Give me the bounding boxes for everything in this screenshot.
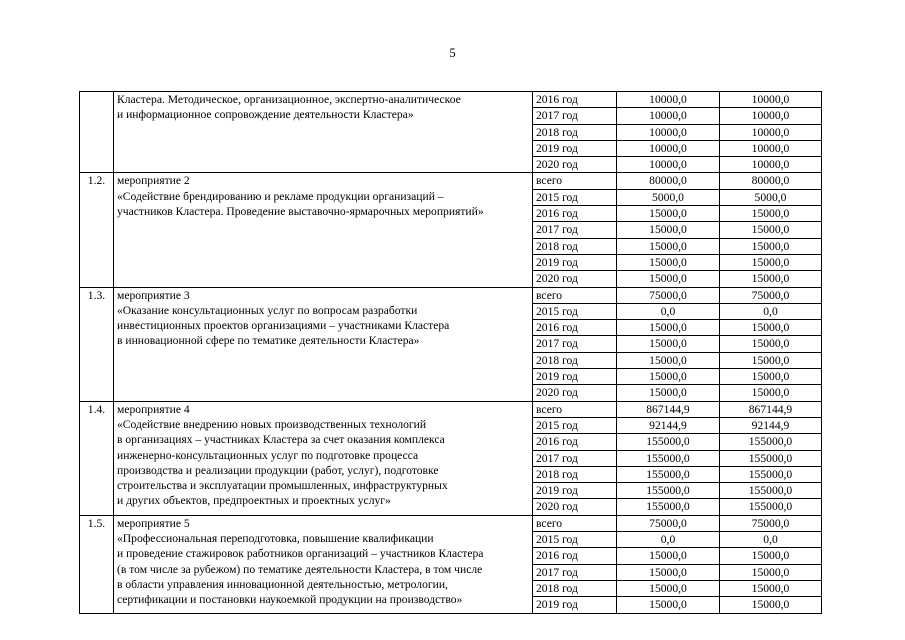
- year-cell: 2019 год: [533, 597, 617, 613]
- year-cell: 2016 год: [533, 206, 617, 222]
- amount-cell: 15000,0: [617, 564, 720, 580]
- description-line: строительства и эксплуатации промышленных, инфраструктурных: [117, 479, 448, 493]
- amount-cell: 75000,0: [617, 287, 720, 303]
- amount-cell: 155000,0: [617, 450, 720, 466]
- year-cell: 2020 год: [533, 499, 617, 515]
- activity-description: [114, 515, 533, 613]
- amount-cell: 0,0: [617, 532, 720, 548]
- amount-cell: 10000,0: [720, 92, 822, 108]
- description-line: мероприятие 5: [117, 516, 190, 530]
- amount-cell: 10000,0: [617, 92, 720, 108]
- year-cell: 2018 год: [533, 466, 617, 482]
- description-line: (в том числе за рубежом) по тематике деятельности Кластера, в том числе: [117, 562, 483, 576]
- activity-description: [114, 92, 533, 173]
- budget-table-body: [80, 92, 822, 614]
- description-line: производства и реализации продукции (работ, услуг), подготовке: [117, 463, 439, 477]
- table-row: [80, 92, 822, 108]
- amount-cell: 867144,9: [617, 401, 720, 417]
- year-cell: всего: [533, 401, 617, 417]
- amount-cell: 15000,0: [720, 222, 822, 238]
- amount-cell: 15000,0: [720, 385, 822, 401]
- year-cell: 2020 год: [533, 157, 617, 173]
- description-line: и проведение стажировок работников организаций – участников Кластера: [117, 547, 484, 561]
- year-cell: 2016 год: [533, 548, 617, 564]
- amount-cell: 0,0: [720, 303, 822, 319]
- amount-cell: 15000,0: [720, 369, 822, 385]
- amount-cell: 15000,0: [720, 254, 822, 270]
- year-cell: 2016 год: [533, 320, 617, 336]
- year-cell: 2017 год: [533, 222, 617, 238]
- year-cell: 2020 год: [533, 271, 617, 287]
- amount-cell: 155000,0: [617, 466, 720, 482]
- page-number: 5: [449, 46, 456, 60]
- year-cell: 2015 год: [533, 189, 617, 205]
- amount-cell: 0,0: [720, 532, 822, 548]
- activity-number: 1.2.: [80, 173, 114, 287]
- description-line: мероприятие 3: [117, 288, 190, 302]
- amount-cell: 10000,0: [720, 124, 822, 140]
- year-cell: 2018 год: [533, 238, 617, 254]
- amount-cell: 155000,0: [720, 499, 822, 515]
- year-cell: 2017 год: [533, 450, 617, 466]
- amount-cell: 15000,0: [617, 597, 720, 613]
- budget-table: [79, 91, 822, 614]
- amount-cell: 15000,0: [617, 254, 720, 270]
- year-cell: 2019 год: [533, 369, 617, 385]
- amount-cell: 15000,0: [617, 206, 720, 222]
- amount-cell: 75000,0: [720, 515, 822, 531]
- activity-description: [114, 287, 533, 401]
- amount-cell: 10000,0: [617, 124, 720, 140]
- amount-cell: 15000,0: [720, 564, 822, 580]
- amount-cell: 5000,0: [720, 189, 822, 205]
- description-line: инвестиционных проектов организациями – участниками Кластера: [117, 319, 450, 333]
- activity-number: [80, 92, 114, 173]
- description-line: «Профессиональная переподготовка, повышение квалификации: [117, 532, 434, 546]
- year-cell: 2020 год: [533, 385, 617, 401]
- year-cell: всего: [533, 515, 617, 531]
- amount-cell: 867144,9: [720, 401, 822, 417]
- year-cell: 2017 год: [533, 336, 617, 352]
- description-line: в организациях – участниках Кластера за счет оказания комплекса: [117, 433, 445, 447]
- description-line: «Содействие внедрению новых производственных технологий: [117, 417, 427, 431]
- description-line: мероприятие 4: [117, 402, 190, 416]
- activity-number: 1.3.: [80, 287, 114, 401]
- amount-cell: 155000,0: [617, 499, 720, 515]
- amount-cell: 15000,0: [617, 548, 720, 564]
- year-cell: всего: [533, 173, 617, 189]
- year-cell: 2015 год: [533, 417, 617, 433]
- year-cell: 2019 год: [533, 483, 617, 499]
- amount-cell: 15000,0: [720, 548, 822, 564]
- table-row: [80, 173, 822, 189]
- amount-cell: 15000,0: [617, 222, 720, 238]
- amount-cell: 15000,0: [617, 352, 720, 368]
- amount-cell: 155000,0: [617, 434, 720, 450]
- amount-cell: 15000,0: [720, 580, 822, 596]
- table-row: [80, 287, 822, 303]
- year-cell: 2018 год: [533, 580, 617, 596]
- year-cell: 2019 год: [533, 140, 617, 156]
- year-cell: 2018 год: [533, 352, 617, 368]
- amount-cell: 15000,0: [720, 320, 822, 336]
- amount-cell: 10000,0: [720, 140, 822, 156]
- amount-cell: 15000,0: [617, 238, 720, 254]
- amount-cell: 155000,0: [720, 434, 822, 450]
- description-line: «Содействие брендированию и рекламе продукции организаций –: [117, 189, 444, 203]
- amount-cell: 75000,0: [617, 515, 720, 531]
- amount-cell: 15000,0: [720, 238, 822, 254]
- year-cell: 2017 год: [533, 108, 617, 124]
- amount-cell: 15000,0: [617, 320, 720, 336]
- table-row: [80, 515, 822, 531]
- year-cell: 2015 год: [533, 532, 617, 548]
- amount-cell: 15000,0: [720, 206, 822, 222]
- description-line: и других объектов, предпроектных и проектных услуг»: [117, 494, 391, 508]
- amount-cell: 5000,0: [617, 189, 720, 205]
- description-line: мероприятие 2: [117, 174, 190, 188]
- year-cell: 2015 год: [533, 303, 617, 319]
- activity-description: [114, 401, 533, 515]
- description-line: инженерно-консультационных услуг по подготовке процесса: [117, 448, 419, 462]
- amount-cell: 10000,0: [617, 157, 720, 173]
- amount-cell: 15000,0: [720, 597, 822, 613]
- amount-cell: 75000,0: [720, 287, 822, 303]
- amount-cell: 15000,0: [617, 271, 720, 287]
- amount-cell: 10000,0: [617, 140, 720, 156]
- amount-cell: 10000,0: [720, 157, 822, 173]
- amount-cell: 15000,0: [617, 336, 720, 352]
- year-cell: 2019 год: [533, 254, 617, 270]
- amount-cell: 155000,0: [720, 466, 822, 482]
- amount-cell: 155000,0: [617, 483, 720, 499]
- year-cell: всего: [533, 287, 617, 303]
- amount-cell: 155000,0: [720, 450, 822, 466]
- amount-cell: 80000,0: [720, 173, 822, 189]
- description-line: в области управления инновационной деятельностью, метрологии,: [117, 577, 448, 591]
- amount-cell: 155000,0: [720, 483, 822, 499]
- description-line: и информационное сопровождение деятельности Кластера»: [117, 108, 414, 122]
- table-row: [80, 401, 822, 417]
- amount-cell: 92144,9: [617, 417, 720, 433]
- description-line: «Оказание консультационных услуг по вопросам разработки: [117, 303, 418, 317]
- amount-cell: 15000,0: [617, 369, 720, 385]
- year-cell: 2017 год: [533, 564, 617, 580]
- description-line: Кластера. Методическое, организационное, экспертно-аналитическое: [117, 93, 461, 106]
- year-cell: 2018 год: [533, 124, 617, 140]
- amount-cell: 15000,0: [720, 271, 822, 287]
- amount-cell: 80000,0: [617, 173, 720, 189]
- amount-cell: 15000,0: [617, 580, 720, 596]
- amount-cell: 15000,0: [720, 336, 822, 352]
- amount-cell: 92144,9: [720, 417, 822, 433]
- year-cell: 2016 год: [533, 434, 617, 450]
- amount-cell: 15000,0: [720, 352, 822, 368]
- activity-description: [114, 173, 533, 287]
- amount-cell: 10000,0: [617, 108, 720, 124]
- amount-cell: 15000,0: [617, 385, 720, 401]
- activity-number: 1.4.: [80, 401, 114, 515]
- year-cell: 2016 год: [533, 92, 617, 108]
- description-line: участников Кластера. Проведение выставочно-ярмарочных мероприятий»: [117, 205, 484, 219]
- description-line: в инновационной сфере по тематике деятельности Кластера»: [117, 334, 420, 348]
- amount-cell: 0,0: [617, 303, 720, 319]
- amount-cell: 10000,0: [720, 108, 822, 124]
- description-line: сертификации и постановки наукоемкой продукции на производство»: [117, 593, 463, 607]
- activity-number: 1.5.: [80, 515, 114, 613]
